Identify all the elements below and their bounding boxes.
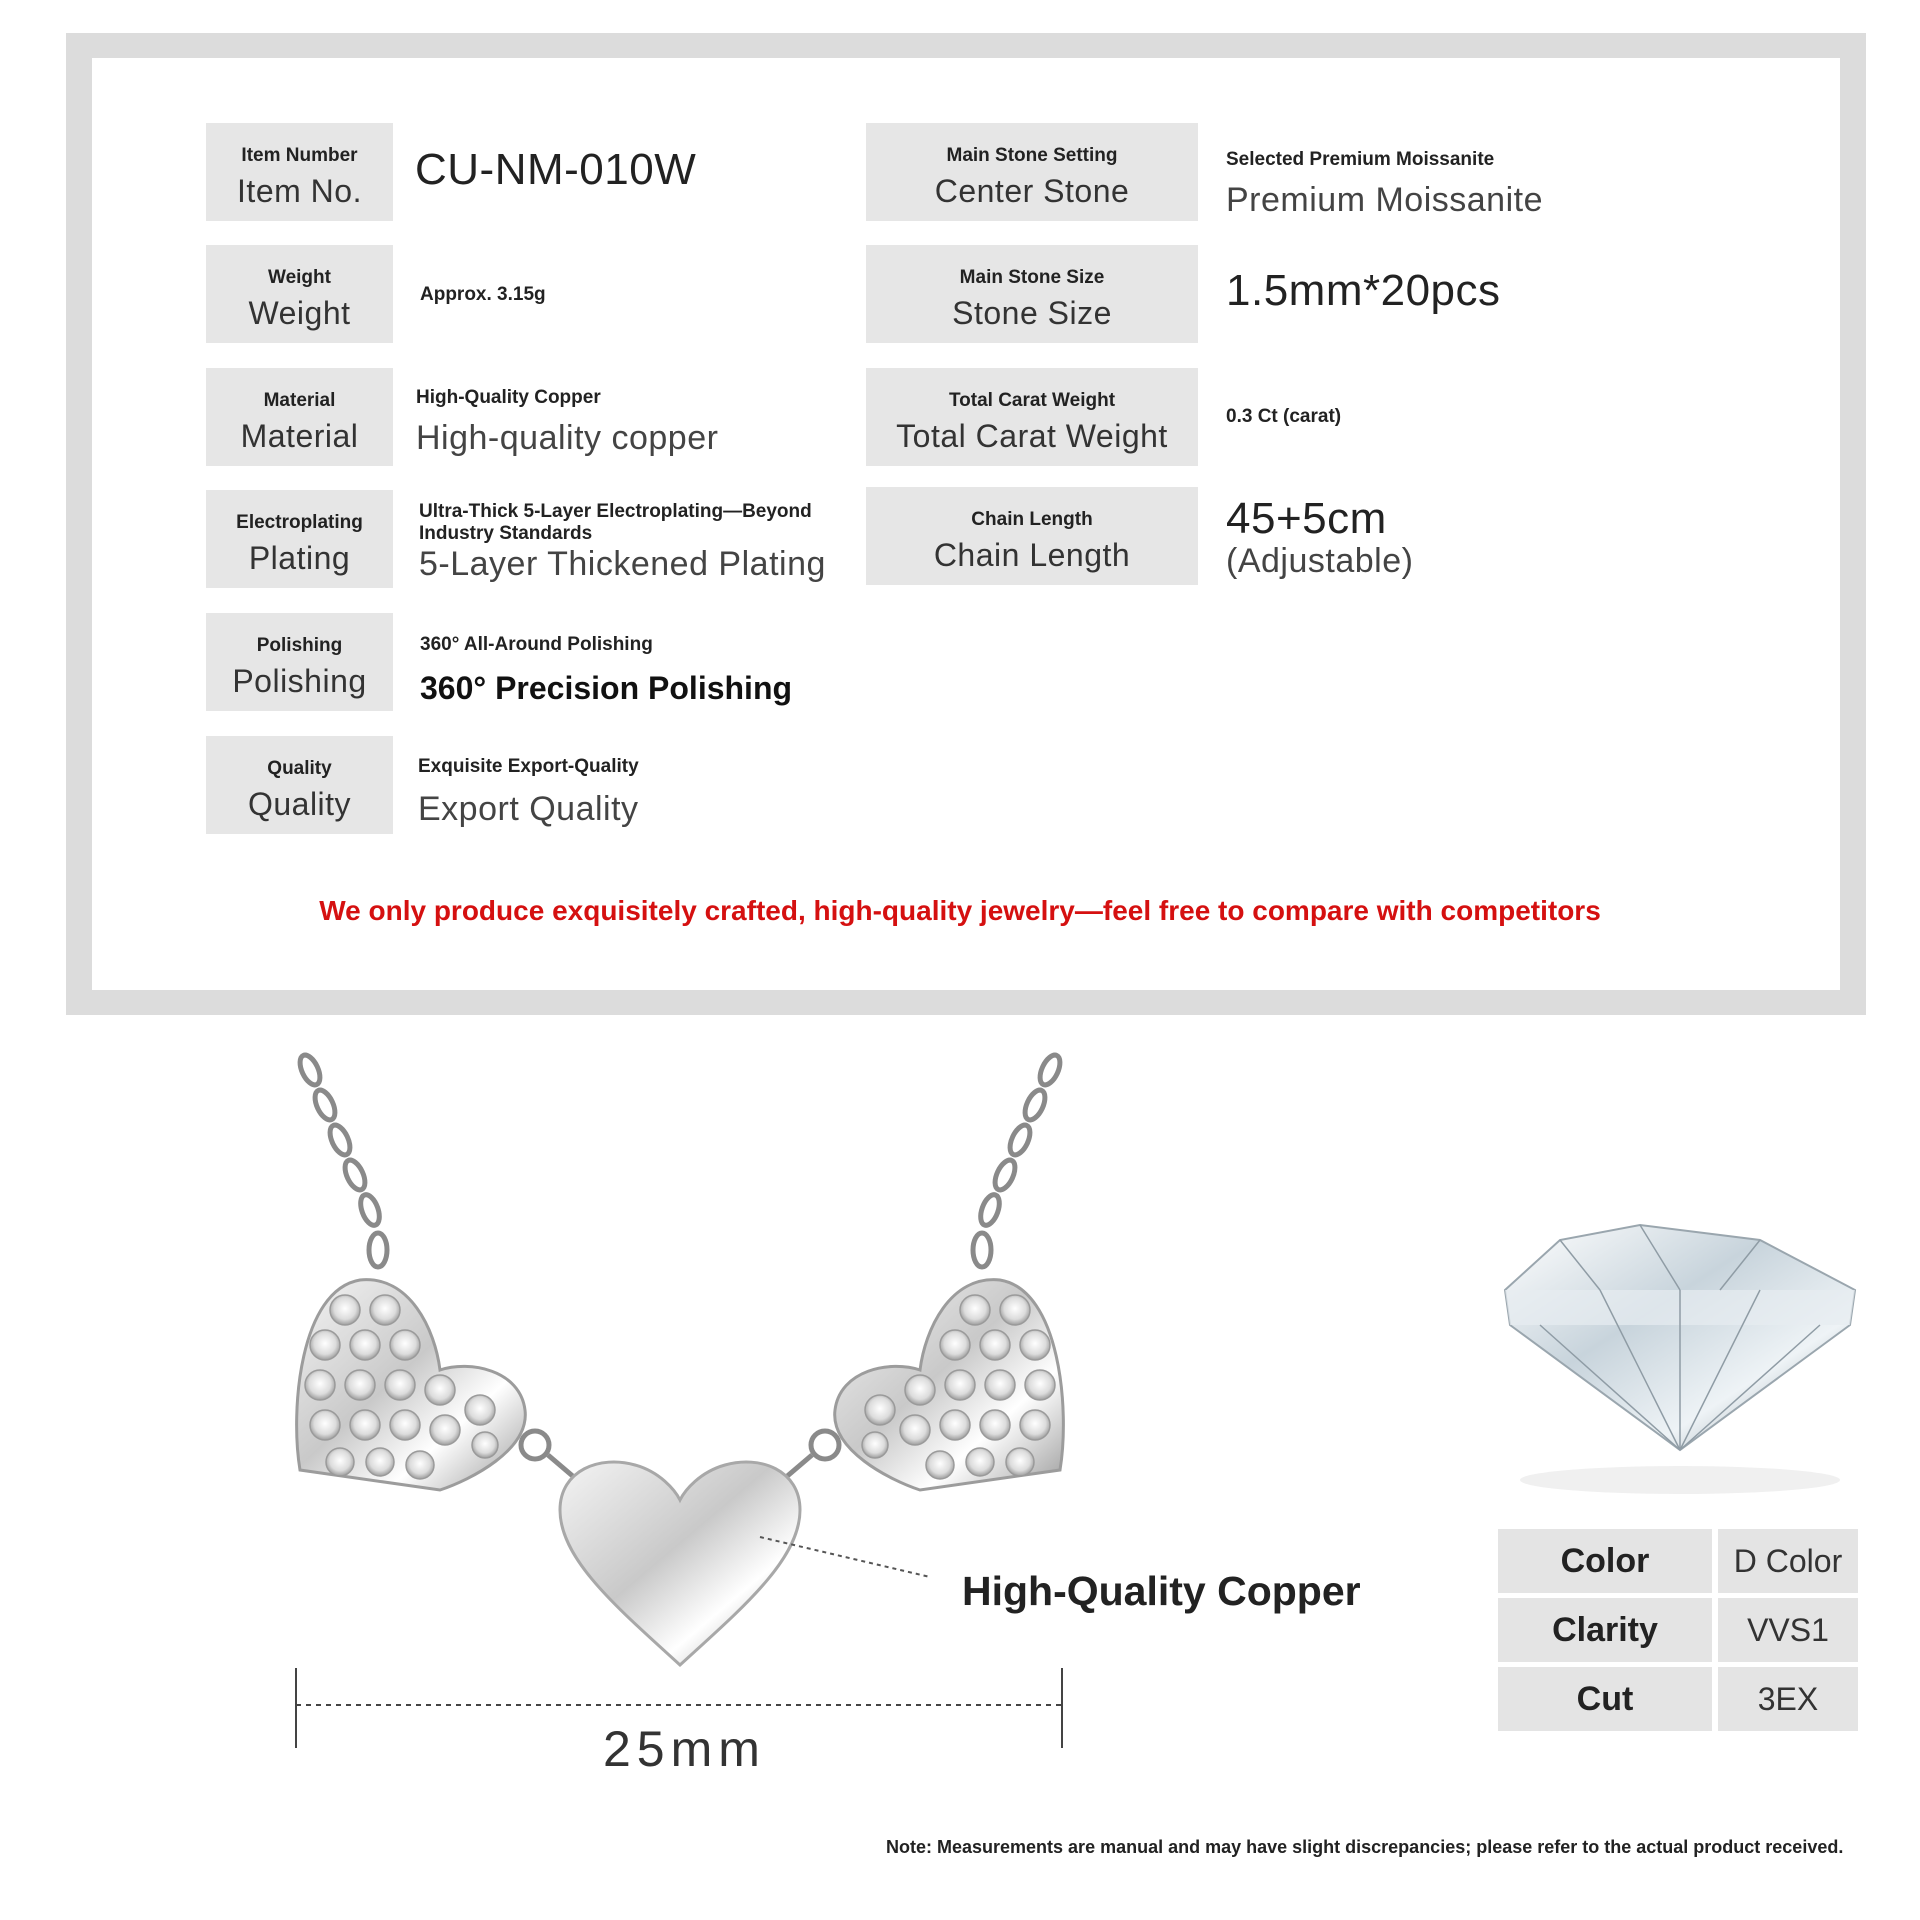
label-sub: Total Carat Weight [896, 418, 1168, 454]
stone-spec-key: Clarity [1498, 1598, 1712, 1662]
label-en: Quality [267, 758, 332, 779]
carat-value: 0.3 Ct (carat) [1226, 406, 1342, 427]
left-pave-heart [297, 1280, 526, 1490]
polishing-value-small: 360° All-Around Polishing [420, 634, 653, 655]
measurement-note: Note: Measurements are manual and may have slight discrepancies; please refer to the actual product received. [886, 1837, 1844, 1857]
plating-value-small: Ultra-Thick 5-Layer Electroplating—Beyond Industry Standards [419, 501, 812, 544]
material-callout: High-Quality Copper [962, 1568, 1361, 1614]
label-en: Weight [268, 267, 331, 288]
stone-spec-row [1498, 1529, 1858, 1593]
label-en: Material [263, 390, 336, 411]
label-sub: Stone Size [952, 295, 1112, 331]
label-sub: Quality [247, 786, 352, 822]
label-en: Main Stone Size [959, 267, 1105, 288]
quality-value-small: Exquisite Export-Quality [418, 756, 639, 777]
stone-spec-key: Cut [1498, 1667, 1712, 1731]
material-value-small: High-Quality Copper [416, 387, 601, 408]
dimension-label: 25mm [603, 1721, 766, 1777]
polishing-value-big: 360° Precision Polishing [420, 670, 793, 706]
chain-length-value: 45+5cm [1226, 494, 1387, 543]
label-en: Chain Length [971, 509, 1093, 530]
quality-value-big: Export Quality [418, 790, 639, 828]
label-sub: Material [240, 418, 359, 454]
diamond-icon [1505, 1225, 1855, 1494]
label-sub: Center Stone [934, 173, 1130, 209]
material-value-big: High-quality copper [416, 419, 719, 457]
item-number-value: CU-NM-010W [415, 145, 697, 194]
stone-spec-value: 3EX [1718, 1667, 1858, 1731]
chain-length-adjustable: (Adjustable) [1226, 542, 1414, 580]
connectors [521, 1431, 839, 1478]
stone-setting-value-small: Selected Premium Moissanite [1226, 149, 1495, 170]
label-en: Polishing [256, 635, 343, 656]
label-sub: Weight [248, 295, 351, 331]
chain-right [973, 1052, 1064, 1267]
label-sub: Chain Length [933, 537, 1131, 573]
promo-banner: We only produce exquisitely crafted, high-quality jewelry—feel free to compare with competitors [319, 895, 1601, 926]
center-polished-heart [560, 1462, 800, 1665]
stone-size-value: 1.5mm*20pcs [1226, 266, 1501, 315]
chain-left [296, 1052, 387, 1267]
stone-spec-key: Color [1498, 1529, 1712, 1593]
stone-spec-row [1498, 1598, 1858, 1662]
weight-value: Approx. 3.15g [420, 284, 546, 305]
label-sub: Plating [248, 540, 351, 576]
stone-spec-value: D Color [1718, 1529, 1858, 1593]
label-sub: Polishing [232, 663, 367, 699]
plating-value-big: 5-Layer Thickened Plating [419, 545, 826, 583]
label-en: Main Stone Setting [946, 145, 1118, 166]
label-en: Item Number [241, 145, 358, 166]
label-sub: Item No. [237, 173, 362, 209]
stone-setting-value-big: Premium Moissanite [1226, 181, 1543, 219]
right-pave-heart [835, 1280, 1064, 1490]
stone-spec-value: VVS1 [1718, 1598, 1858, 1662]
label-en: Total Carat Weight [948, 390, 1116, 411]
label-en: Electroplating [236, 512, 363, 533]
stone-spec-row [1498, 1667, 1858, 1731]
